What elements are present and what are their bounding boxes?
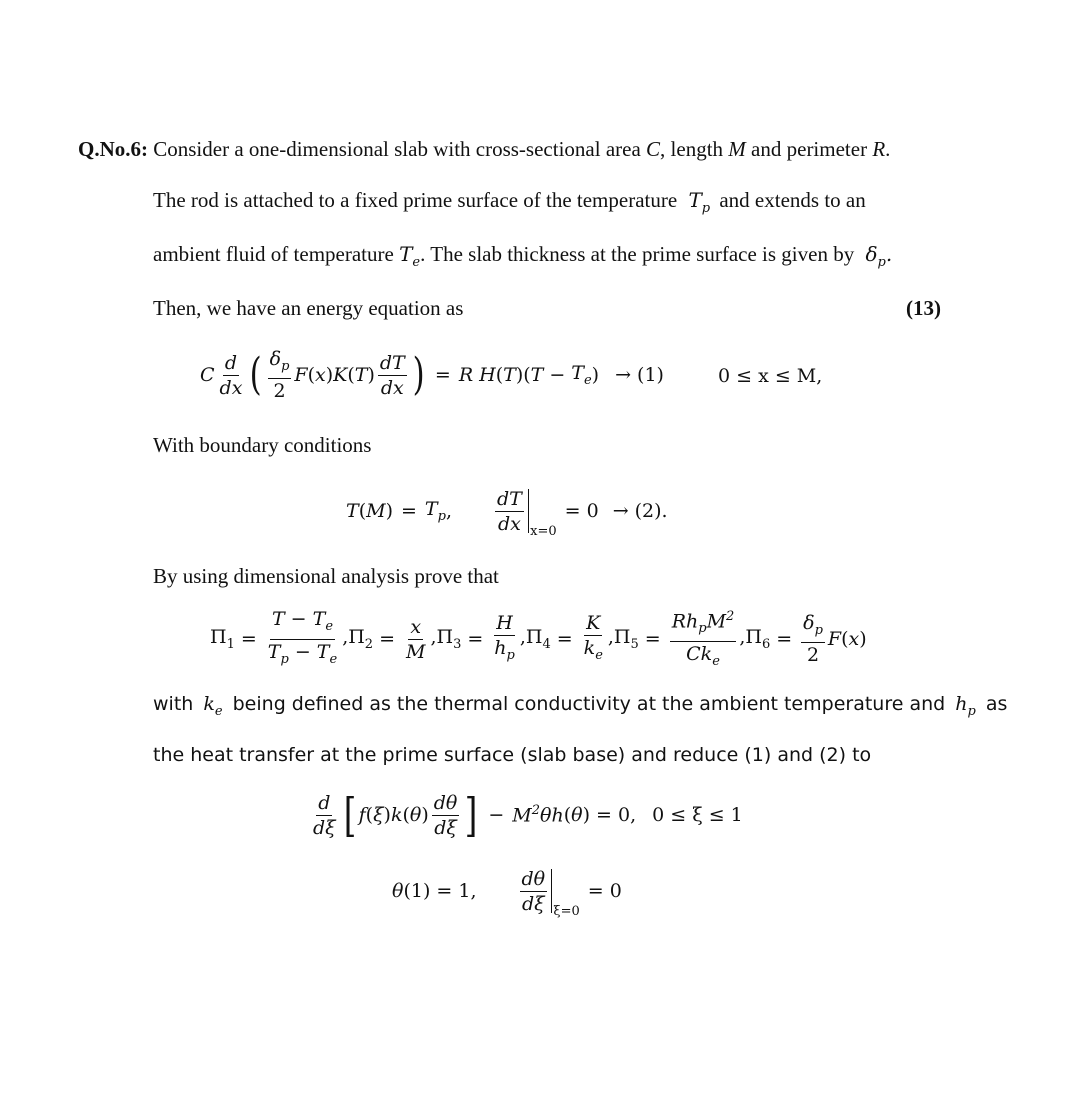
question-line-3 bbox=[153, 241, 892, 276]
prove-intro: By using dimensional analysis prove that bbox=[153, 564, 499, 588]
equation-3-domain: 0 ≤ ξ ≤ 1 bbox=[652, 804, 743, 826]
question-text-3b: . The slab thickness at the prime surface is given by bbox=[420, 242, 855, 266]
equation-1-domain: 0 ≤ x ≤ M, bbox=[718, 365, 823, 387]
equation-3: $\frac{d}{d\xi}$ [ f ( ξ ) k ( θ ) $\frac{d\theta}{d\xi}$ ] − $M^2\theta h$ ( θ ) = 0, 0 ≤ ξ ≤ 1 bbox=[313, 788, 743, 842]
equation-4: θ (1) = 1, $\frac{d\theta}{d\xi}$ ξ=0 = 0 bbox=[392, 867, 622, 919]
question-text-2b: and extends to an bbox=[719, 188, 866, 212]
question-text-1c: and perimeter bbox=[751, 137, 868, 161]
pi-groups-equation: $\Pi_1$ = $\frac{T - T_e}{T_p - T_e}$ $,\Pi_2$ = $\frac{x}{M}$ $,\Pi_3$ = $\frac{H}{h_p}$ $,\Pi_4$ = $\frac{K}{k_e}$ $,\Pi_5$ = $\frac{Rh_pM^2}{Ck_e}$ $,\Pi_6$ = $\frac{\delta_p}{2}$ F ( x ) bbox=[210, 612, 867, 666]
var-delta-p: $\delta_p$. bbox=[865, 242, 893, 270]
question-text-2: The rod is attached to a fixed prime surface of the temperature bbox=[153, 188, 678, 212]
var-ke: $k_e$ bbox=[203, 693, 223, 719]
boundary-intro: With boundary conditions bbox=[153, 433, 372, 457]
question-line-2 bbox=[153, 187, 866, 222]
question-line-1: Q.No.6: Consider a one-dimensional slab with cross-sectional area C, length M and perimeter R. bbox=[78, 137, 891, 161]
question-text-4: Then, we have an energy equation as bbox=[153, 296, 464, 320]
var-perimeter: R bbox=[872, 137, 886, 161]
var-te: $T_e$ bbox=[399, 242, 421, 270]
heat-transfer-line: the heat transfer at the prime surface (slab base) and reduce (1) and (2) to bbox=[153, 744, 872, 766]
equation-1: C $\frac{d}{dx}$ ( $\frac{\delta_p}{2}$ F ( x ) K ( T ) $\frac{dT}{dx}$ ) = R H ( T )( T − $T_e$ ) → (1) bbox=[200, 347, 664, 403]
var-length: M bbox=[728, 137, 746, 161]
var-tp: $T_p$ bbox=[688, 188, 711, 216]
var-area: C bbox=[646, 137, 661, 161]
question-text-1: Consider a one-dimensional slab with cross-sectional area bbox=[153, 137, 641, 161]
equation-1-label: → (1) bbox=[615, 364, 664, 386]
question-text-1b: , length bbox=[660, 137, 724, 161]
question-label: Q.No.6: bbox=[78, 137, 148, 161]
equation-2-label: → (2). bbox=[612, 500, 668, 522]
equation-4-eval: ξ=0 bbox=[553, 903, 580, 919]
var-hp: $h_p$ bbox=[955, 693, 976, 719]
equation-2: T ( M ) = $T_p$ , $\frac{dT}{dx}$ x=0 = 0 → (2). bbox=[346, 487, 668, 539]
with-line: with $k_e$ being defined as the thermal conductivity at the ambient temperature and $h_p$ as bbox=[153, 693, 1008, 719]
question-marks: (13) bbox=[906, 296, 941, 320]
equation-2-eval: x=0 bbox=[530, 523, 557, 539]
question-text-3: ambient fluid of temperature bbox=[153, 242, 394, 266]
question-line-4 bbox=[153, 295, 463, 321]
